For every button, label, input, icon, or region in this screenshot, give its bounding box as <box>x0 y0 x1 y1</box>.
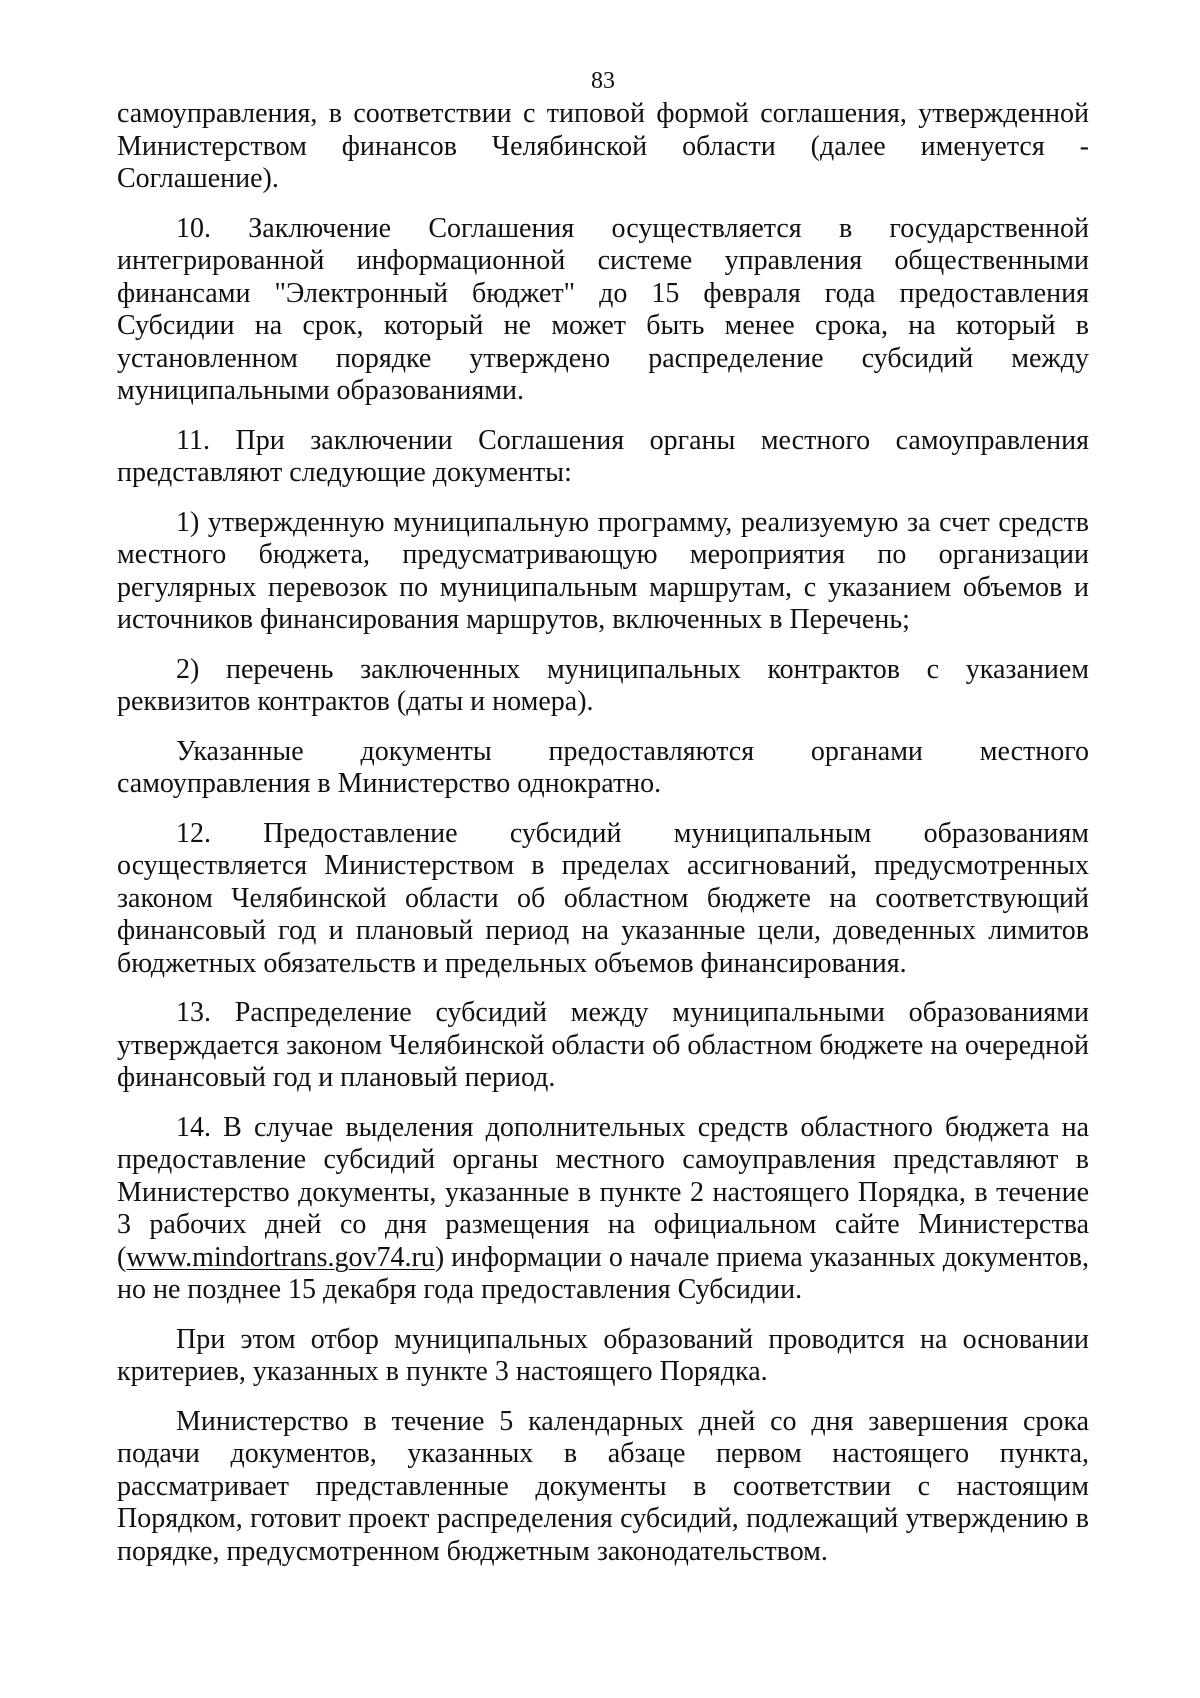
paragraph-subitem-2: 2) перечень заключенных муниципальных контрактов с указанием реквизитов контрактов (даты и номера). <box>117 653 1089 717</box>
document-page <box>117 66 1089 1568</box>
paragraph-documents-note: Указанные документы предоставляются органами местного самоуправления в Министерство однократно. <box>117 735 1089 799</box>
paragraph-item-14 <box>117 1112 1089 1307</box>
paragraph-subitem-1: 1) утвержденную муниципальную программу, реализуемую за счет средств местного бюджета, предусматривающую мероприятия по организации регулярных перевозок по муниципальным маршрутам, с указанием объемов и источников финансирования маршрутов, включенных в Перечень; <box>117 506 1089 635</box>
paragraph-item-11: 11. При заключении Соглашения органы местного самоуправления представляют следующие документы: <box>117 424 1089 488</box>
paragraph-selection-note: При этом отбор муниципальных образований проводится на основании критериев, указанных в пункте 3 настоящего Порядка. <box>117 1323 1089 1387</box>
paragraph-item-13: 13. Распределение субсидий между муниципальными образованиями утверждается законом Челябинской области об областном бюджете на очередной финансовый год и плановый период. <box>117 997 1089 1093</box>
paragraph-continuation: самоуправления, в соответствии с типовой формой соглашения, утвержденной Министерством финансов Челябинской области (далее именуется - Соглашение). <box>117 98 1089 194</box>
paragraph-item-12: 12. Предоставление субсидий муниципальным образованиям осуществляется Министерством в пределах ассигнований, предусмотренных законом Челябинской области об областном бюджете на соответствующий финансовый год и плановый период на указанные цели, доведенных лимитов бюджетных обязательств и предельных объемов финансирования. <box>117 817 1089 979</box>
page-number: 83 <box>591 68 615 94</box>
paragraph-item-14-text-after: ) информации о начале приема указанных документов, но не позднее 15 декабря года предоставления Субсидии. <box>117 1241 1089 1305</box>
paragraph-ministry-review: Министерство в течение 5 календарных дней со дня завершения срока подачи документов, указанных в абзаце первом настоящего пункта, рассматривает представленные документы в соответствии с настоящим Порядком, готовит проект распределения субсидий, подлежащий утверждению в порядке, предусмотренном бюджетным законодательством. <box>117 1405 1089 1567</box>
paragraph-item-10: 10. Заключение Соглашения осуществляется в государственной интегрированной информационной системе управления общественными финансами "Электронный бюджет" до 15 февраля года предоставления Субсидии на срок, который не может быть менее срока, на который в установленном порядке утверждено распределение субсидий между муниципальными образованиями. <box>117 212 1089 406</box>
ministry-website-link[interactable]: www.mindortrans.gov74.ru <box>126 1241 435 1273</box>
paragraph-item-14-text-before: 14. В случае выделения дополнительных средств областного бюджета на предоставление субсидий органы местного самоуправления представляют в Министерство документы, указанные в пункте 2 настоящего Порядка, в течение 3 рабочих дней со дня размещения на официальном сайте Министерства ( <box>117 1111 1089 1273</box>
